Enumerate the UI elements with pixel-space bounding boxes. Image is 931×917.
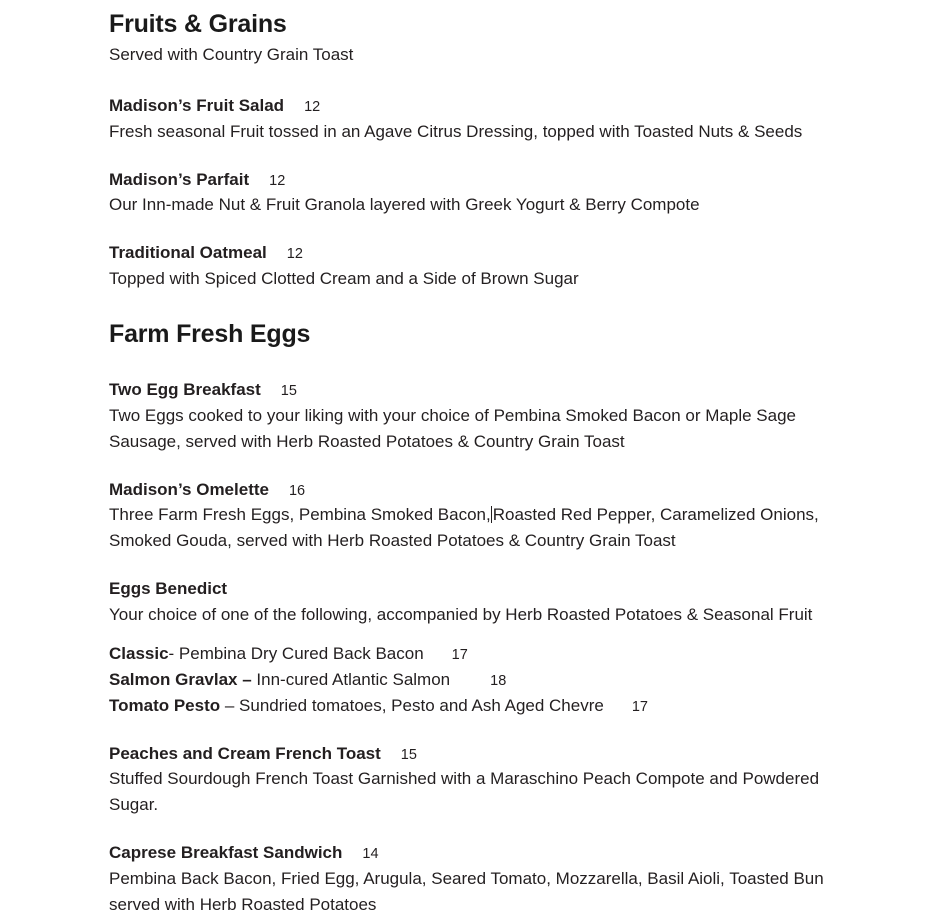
variant-price: 18	[490, 673, 507, 690]
variant-name: Classic	[109, 644, 169, 664]
menu-section-farm-fresh-eggs	[109, 320, 869, 917]
spacer	[109, 67, 869, 93]
menu-item-description	[109, 502, 854, 554]
menu-item-eggs-benedict	[109, 576, 869, 719]
variant-description: - Pembina Dry Cured Back Bacon	[168, 644, 424, 664]
menu-item-madisons-omelette	[109, 477, 869, 554]
menu-item-description: Topped with Spiced Clotted Cream and a Side of Brown Sugar	[109, 268, 579, 288]
eggs-benedict-variant-salmon-gravlax	[109, 667, 869, 693]
menu-item-description-after-caret: Roasted Red Pepper, Caramelized Onions, Smoked Gouda, served with Herb Roasted Potatoes & Country Grain Toast	[109, 505, 819, 551]
variant-name: Tomato Pesto	[109, 695, 221, 715]
variant-description: – Sundried tomatoes, Pesto and Ash Aged Chevre	[220, 695, 604, 715]
menu-item-price: 14	[362, 846, 379, 863]
menu-item-title-row	[109, 576, 869, 602]
menu-item-price: 12	[269, 172, 286, 189]
menu-item-description: Pembina Back Bacon, Fried Egg, Arugula, Seared Tomato, Mozzarella, Basil Aioli, Toasted Bun served with Herb Roasted Potatoes	[109, 868, 824, 914]
menu-item-traditional-oatmeal	[109, 240, 869, 292]
menu-item-name: Traditional Oatmeal	[109, 243, 267, 263]
menu-item-title-row	[109, 741, 869, 767]
spacer	[109, 351, 869, 377]
menu-item-name: Peaches and Cream French Toast	[109, 743, 381, 763]
menu-item-description-before-caret: Three Farm Fresh Eggs, Pembina Smoked Bacon,	[109, 505, 491, 525]
variant-price: 17	[451, 647, 468, 664]
menu-item-title-row	[109, 240, 869, 266]
eggs-benedict-variant-list	[109, 641, 869, 718]
eggs-benedict-variant-tomato-pesto	[109, 693, 869, 719]
spacer	[109, 292, 869, 320]
menu-section-fruits-and-grains	[109, 10, 869, 292]
section-heading-fruits-and-grains: Fruits & Grains	[109, 10, 287, 38]
menu-item-price: 12	[304, 99, 321, 115]
menu-item-name: Two Egg Breakfast	[109, 380, 261, 400]
menu-item-description: Our Inn-made Nut & Fruit Granola layered with Greek Yogurt & Berry Compote	[109, 195, 700, 215]
variant-name: Salmon Gravlax –	[109, 670, 252, 690]
menu-item-madisons-fruit-salad	[109, 93, 869, 145]
section-subheading-fruits-and-grains: Served with Country Grain Toast	[109, 44, 354, 64]
menu-item-name: Caprese Breakfast Sandwich	[109, 843, 343, 863]
variant-description: Inn-cured Atlantic Salmon	[251, 670, 451, 690]
menu-item-two-egg-breakfast	[109, 377, 869, 454]
menu-item-description: Fresh seasonal Fruit tossed in an Agave Citrus Dressing, topped with Toasted Nuts & Seeds	[109, 121, 803, 141]
eggs-benedict-variant-classic	[109, 641, 869, 667]
menu-item-price: 12	[286, 246, 303, 263]
menu-item-title-row	[109, 93, 869, 119]
menu-item-price: 16	[288, 482, 306, 499]
menu-item-name: Madison’s Fruit Salad	[109, 96, 285, 115]
menu-item-name: Eggs Benedict	[109, 579, 228, 599]
menu-item-title-row	[109, 377, 869, 403]
menu-item-description: Your choice of one of the following, accompanied by Herb Roasted Potatoes & Seasonal Fruit	[109, 604, 813, 624]
menu-item-title-row	[109, 840, 869, 866]
menu-item-description: Two Eggs cooked to your liking with your choice of Pembina Smoked Bacon or Maple Sage Sausage, served with Herb Roasted Potatoes & Country Grain Toast	[109, 405, 796, 451]
variant-price: 17	[631, 698, 648, 715]
menu-item-peaches-and-cream-french-toast	[109, 741, 869, 818]
menu-item-madisons-parfait	[109, 167, 869, 219]
menu-item-title-row	[109, 167, 869, 193]
menu-item-description: Stuffed Sourdough French Toast Garnished with a Maraschino Peach Compote and Powdered Sugar.	[109, 769, 820, 815]
menu-item-price: 15	[400, 746, 417, 763]
menu-item-title-row	[109, 477, 869, 503]
menu-item-caprese-breakfast-sandwich	[109, 840, 869, 917]
menu-item-name: Madison’s Omelette	[109, 479, 269, 499]
section-heading-farm-fresh-eggs: Farm Fresh Eggs	[109, 319, 311, 348]
menu-item-name: Madison’s Parfait	[109, 169, 250, 189]
menu-item-price: 15	[280, 383, 297, 400]
